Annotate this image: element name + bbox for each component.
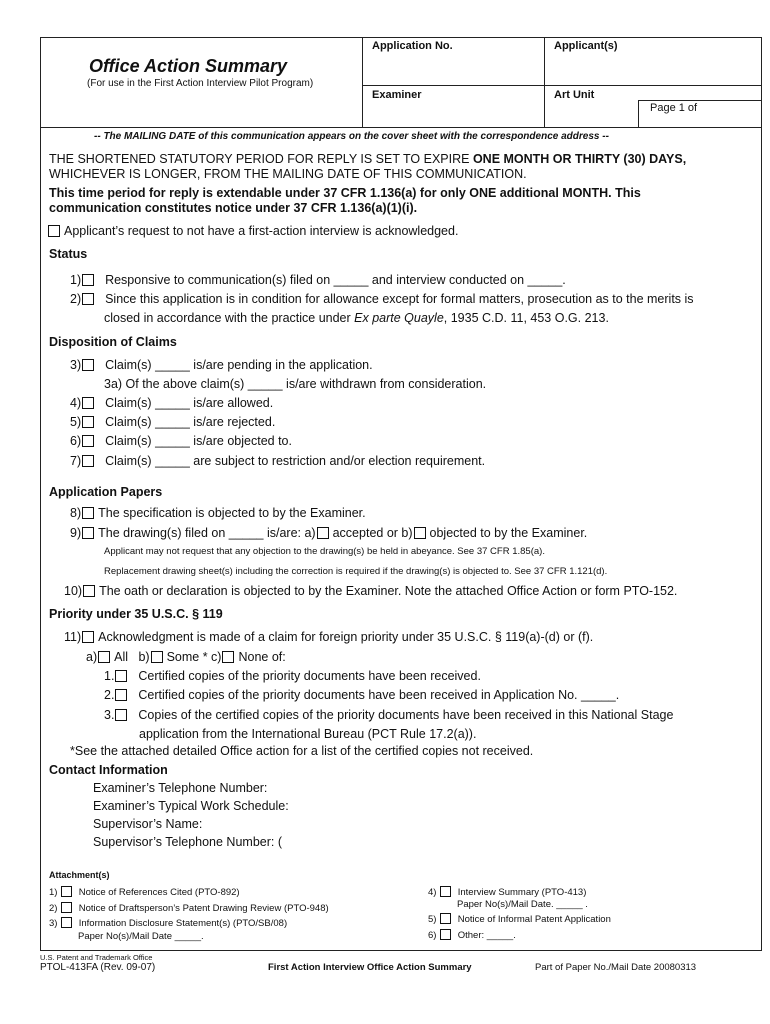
attachment5-text: Notice of Informal Patent Application — [457, 914, 611, 925]
item3-checkbox[interactable] — [82, 359, 94, 371]
item6-checkbox[interactable] — [82, 435, 94, 447]
extension-text: This time period for reply is extendable under 37 CFR 1.136(a) for only ONE additional MONTH. This — [49, 186, 641, 200]
contact-heading: Contact Information — [49, 763, 168, 777]
sub-number: 2. — [104, 688, 115, 702]
art-unit-line — [638, 100, 761, 101]
attachment2-checkbox[interactable] — [61, 902, 72, 913]
item11-checkbox[interactable] — [82, 631, 94, 643]
item9-text: The drawing(s) filed on _____ is/are: a) — [98, 526, 316, 540]
item10-checkbox[interactable] — [83, 585, 95, 597]
priority-note: *See the attached detailed Office action for a list of the certified copies not received. — [70, 744, 534, 758]
page-number: Page 1 of — [650, 102, 698, 114]
none-label: None of: — [238, 650, 286, 664]
option-a-label: a) — [86, 650, 98, 664]
item4-checkbox[interactable] — [82, 397, 94, 409]
some-checkbox[interactable] — [151, 651, 163, 663]
attachment-number: 2) — [49, 903, 58, 914]
item2-text: Since this application is in condition for allowance except for formal matters, prosecution as to the merits is — [105, 292, 694, 306]
some-label: Some * c) — [166, 650, 222, 664]
form-header — [41, 38, 761, 128]
applicants-label: Applicant(s) — [554, 40, 618, 52]
item-number: 9) — [70, 526, 82, 540]
footer-paper-number: Part of Paper No./Mail Date 20080313 — [535, 962, 697, 973]
item3-text: Claim(s) _____ is/are pending in the application. — [105, 358, 373, 372]
item5-text: Claim(s) _____ is/are rejected. — [105, 415, 276, 429]
attachment3-checkbox[interactable] — [61, 917, 72, 928]
attachments-heading: Attachment(s) — [49, 870, 110, 880]
drawing-note-2: Replacement drawing sheet(s) including the correction is required if the drawing(s) is objected to. See 37 CFR 1.121(d). — [104, 566, 608, 577]
attachment1-text: Notice of References Cited (PTO-892) — [78, 887, 240, 898]
item2-text-2: closed in accordance with the practice under — [104, 311, 355, 325]
art-unit-label: Art Unit — [554, 89, 595, 101]
sub1-checkbox[interactable] — [115, 670, 127, 682]
drawing-note-1: Applicant may not request that any objection to the drawing(s) be held in abeyance. See 37 CFR 1.85(a). — [104, 546, 545, 557]
item-number: 8) — [70, 506, 82, 520]
period-text-2: WHICHEVER IS LONGER, FROM THE MAILING DATE OF THIS COMMUNICATION. — [49, 167, 527, 181]
footer-title: First Action Interview Office Action Summary — [268, 962, 472, 973]
attachment-number: 1) — [49, 887, 58, 898]
sub3-text-2: application from the International Bureau (PCT Rule 17.2(a)). — [139, 727, 477, 741]
item8-checkbox[interactable] — [82, 507, 94, 519]
item7-text: Claim(s) _____ are subject to restriction and/or election requirement. — [105, 454, 486, 468]
examiner-schedule: Examiner’s Typical Work Schedule: — [93, 799, 289, 813]
option-b-label: b) — [138, 650, 150, 664]
sub3-text: Copies of the certified copies of the priority documents have been received in this National Stage — [138, 708, 674, 722]
ack-checkbox[interactable] — [48, 225, 60, 237]
title-block — [41, 38, 363, 128]
header-row-divider — [363, 85, 761, 86]
item-number: 5) — [70, 415, 82, 429]
attachment-number: 5) — [428, 914, 437, 925]
disposition-heading: Disposition of Claims — [49, 335, 177, 349]
item-number: 2) — [70, 292, 82, 306]
supervisor-phone: Supervisor’s Telephone Number: ( — [93, 835, 282, 849]
page-box-divider — [638, 100, 639, 128]
attachment-number: 6) — [428, 930, 437, 941]
priority-heading: Priority under 35 U.S.C. § 119 — [49, 607, 223, 621]
item9-accepted: accepted or b) — [332, 526, 413, 540]
footer-office: U.S. Patent and Trademark Office — [40, 953, 153, 962]
drawing-objected-checkbox[interactable] — [414, 527, 426, 539]
item-number: 11) — [64, 630, 82, 644]
none-checkbox[interactable] — [222, 651, 234, 663]
item4-text: Claim(s) _____ is/are allowed. — [105, 396, 274, 410]
attachment5-checkbox[interactable] — [440, 913, 451, 924]
item8-text: The specification is objected to by the Examiner. — [98, 506, 366, 520]
sub2-checkbox[interactable] — [115, 689, 127, 701]
item-number: 10) — [64, 584, 83, 598]
item2-citation: , 1935 C.D. 11, 453 O.G. 213. — [443, 311, 609, 325]
sub1-text: Certified copies of the priority documents have been received. — [138, 669, 481, 683]
form-subtitle: (For use in the First Action Interview Pilot Program) — [87, 78, 314, 89]
item1-checkbox[interactable] — [82, 274, 94, 286]
item2-checkbox[interactable] — [82, 293, 94, 305]
item-number: 4) — [70, 396, 82, 410]
sub-number: 3. — [104, 708, 115, 722]
item9-checkbox[interactable] — [82, 527, 94, 539]
mailing-date-notice: -- The MAILING DATE of this communication appears on the cover sheet with the correspondence address -- — [94, 131, 609, 142]
footer-form-number: PTOL-413FA (Rev. 09-07) — [40, 962, 156, 973]
sub-number: 1. — [104, 669, 115, 683]
attachment4-mail-date: Paper No(s)/Mail Date. _____ . — [457, 899, 588, 910]
attachment6-text: Other: _____. — [457, 930, 516, 941]
application-no-label: Application No. — [372, 40, 453, 52]
item10-text: The oath or declaration is objected to by the Examiner. Note the attached Office Action or form PTO-152. — [99, 584, 678, 598]
item-number: 7) — [70, 454, 82, 468]
attachment4-text: Interview Summary (PTO-413) — [457, 887, 587, 898]
all-checkbox[interactable] — [98, 651, 110, 663]
attachment4-checkbox[interactable] — [440, 886, 451, 897]
attachment-number: 4) — [428, 887, 437, 898]
period-deadline: ONE MONTH OR THIRTY (30) DAYS, — [472, 152, 687, 166]
sub3-checkbox[interactable] — [115, 709, 127, 721]
attachment1-checkbox[interactable] — [61, 886, 72, 897]
item9-objected: objected to by the Examiner. — [429, 526, 588, 540]
examiner-phone: Examiner’s Telephone Number: — [93, 781, 268, 795]
all-label: All — [114, 650, 129, 664]
ex-parte-quayle: Ex parte Quayle — [354, 311, 444, 325]
item6-text: Claim(s) _____ is/are objected to. — [105, 434, 292, 448]
header-divider — [544, 38, 545, 128]
item1-text: Responsive to communication(s) filed on _____ and interview conducted on _____. — [105, 273, 566, 287]
sub2-text: Certified copies of the priority documents have been received in Application No. _____. — [138, 688, 620, 702]
item3a-text: 3a) Of the above claim(s) _____ is/are withdrawn from consideration. — [104, 377, 487, 391]
item-number: 3) — [70, 358, 82, 372]
status-heading: Status — [49, 247, 88, 261]
attachment6-checkbox[interactable] — [440, 929, 451, 940]
item11-text: Acknowledgment is made of a claim for foreign priority under 35 U.S.C. § 119(a)-(d) or (f). — [98, 630, 594, 644]
attachment2-text: Notice of Draftsperson’s Patent Drawing Review (PTO-948) — [78, 903, 329, 914]
form-title: Office Action Summary — [89, 56, 288, 76]
item-number: 6) — [70, 434, 82, 448]
item-number: 1) — [70, 273, 82, 287]
item7-checkbox[interactable] — [82, 455, 94, 467]
attachment3-mail-date: Paper No(s)/Mail Date _____. — [78, 931, 204, 942]
period-text: THE SHORTENED STATUTORY PERIOD FOR REPLY IS SET TO EXPIRE — [49, 152, 473, 166]
attachment-number: 3) — [49, 918, 58, 929]
papers-heading: Application Papers — [49, 485, 163, 499]
drawing-accepted-checkbox[interactable] — [317, 527, 329, 539]
extension-text-2: communication constitutes notice under 37 CFR 1.136(a)(1)(i). — [49, 201, 418, 215]
attachment3-text: Information Disclosure Statement(s) (PTO/SB/08) — [78, 918, 288, 929]
examiner-label: Examiner — [372, 89, 422, 101]
item5-checkbox[interactable] — [82, 416, 94, 428]
supervisor-name: Supervisor’s Name: — [93, 817, 203, 831]
ack-text: Applicant’s request to not have a first-action interview is acknowledged. — [64, 224, 459, 238]
